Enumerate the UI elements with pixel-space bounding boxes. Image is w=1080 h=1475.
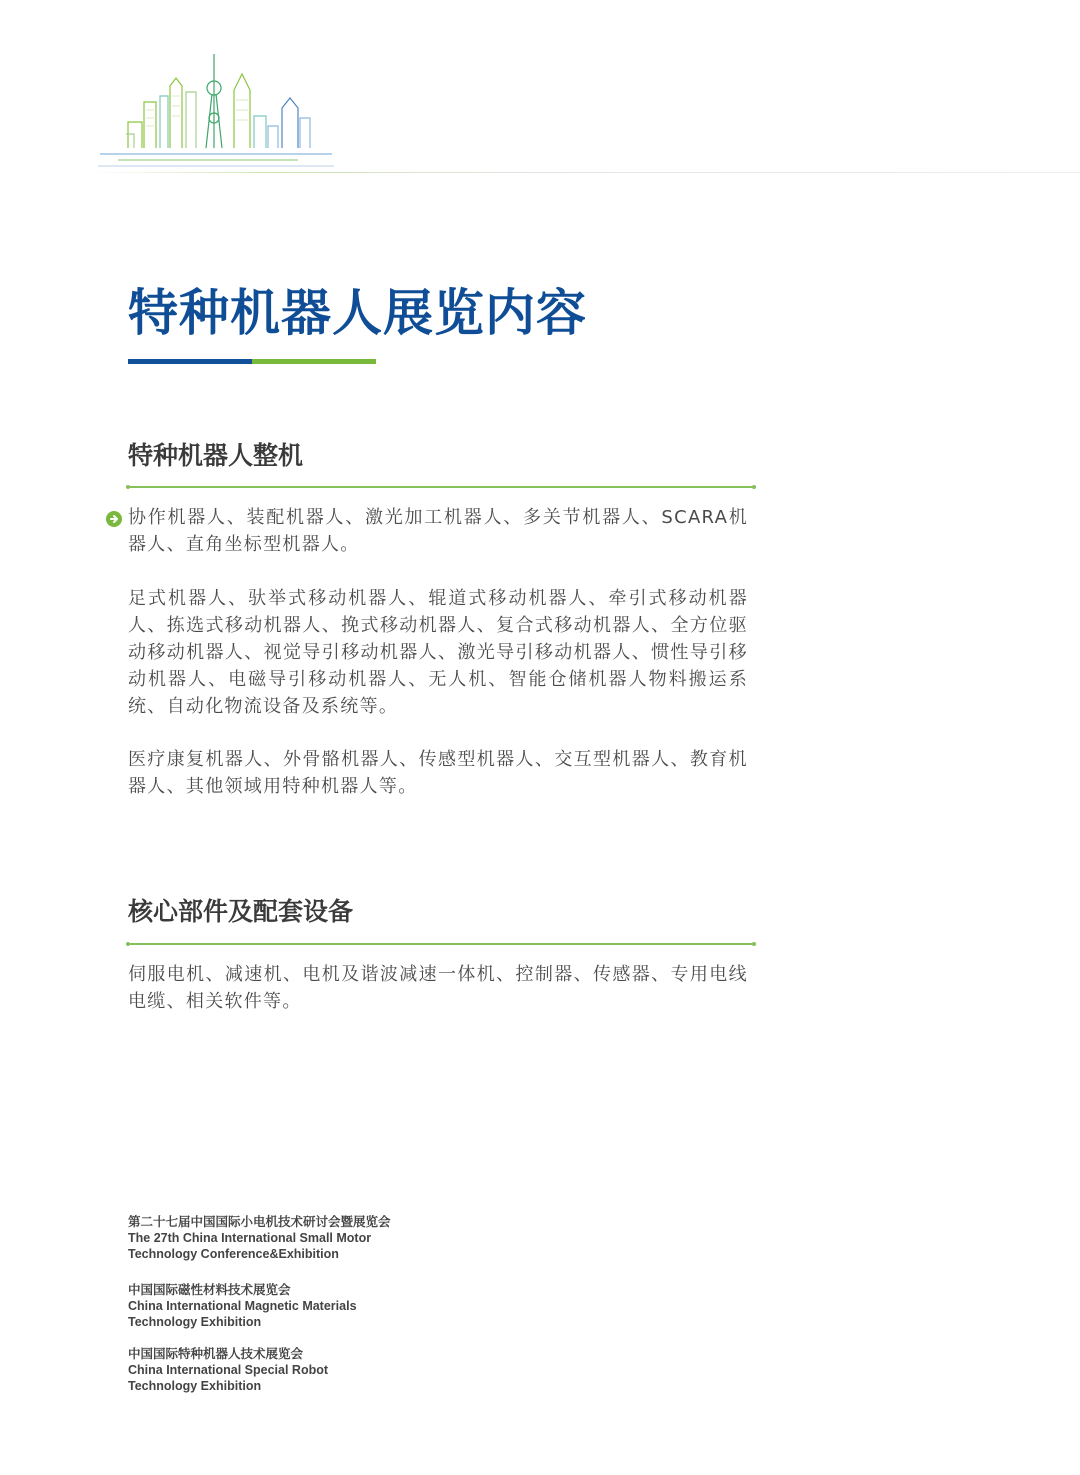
footer-exhibition-en-line2: Technology Conference&Exhibition	[128, 1247, 339, 1261]
footer-exhibition-cn: 中国国际磁性材料技术展览会	[128, 1282, 291, 1297]
footer-exhibition-en-line2: Technology Exhibition	[128, 1379, 262, 1393]
title-underline-blue	[128, 359, 252, 364]
title-underline	[128, 359, 376, 364]
footer-exhibition-en-line1: The 27th China International Small Motor	[128, 1231, 372, 1245]
footer-exhibition-en-line1: China International Magnetic Materials	[128, 1299, 357, 1313]
paragraph-mobile-robots: 足式机器人、驮举式移动机器人、辊道式移动机器人、牵引式移动机器人、拣选式移动机器人、挽式移动机器人、复合式移动机器人、全方位驱动移动机器人、视觉导引移动机器人、激光导引移动机器人、惯性导引移动机器人、电磁导引移动机器人、无人机、智能仓储机器人物料搬运系统、自动化物流设备及系统等。	[128, 588, 748, 717]
paragraph-core-components: 伺服电机、减速机、电机及谐波减速一体机、控制器、传感器、专用电线电缆、相关软件等。	[128, 964, 748, 1012]
paragraph-service-robots: 医疗康复机器人、外骨骼机器人、传感型机器人、交互型机器人、教育机器人、其他领域用特种机器人等。	[128, 749, 748, 797]
section-divider	[128, 486, 754, 488]
arrow-right-circle-icon	[106, 511, 122, 527]
footer-exhibition-en-line1: China International Special Robot	[128, 1363, 329, 1377]
footer-exhibition-special-robot	[128, 1345, 528, 1394]
section-heading-robot-systems: 特种机器人整机	[128, 441, 304, 470]
section-divider	[128, 943, 754, 945]
footer-exhibition-magnetic-materials	[128, 1281, 528, 1330]
footer-exhibition-en-line2: Technology Exhibition	[128, 1315, 262, 1329]
title-underline-green	[252, 359, 376, 364]
footer-exhibition-cn: 第二十七届中国国际小电机技术研讨会暨展览会	[128, 1214, 391, 1229]
section-heading-core-components: 核心部件及配套设备	[128, 897, 354, 926]
footer-exhibition-cn: 中国国际特种机器人技术展览会	[128, 1346, 304, 1361]
city-skyline-icon	[98, 52, 334, 168]
page-title: 特种机器人展览内容	[128, 284, 587, 342]
header-divider	[90, 172, 1080, 173]
paragraph-industrial-robots: 协作机器人、装配机器人、激光加工机器人、多关节机器人、SCARA机器人、直角坐标型机器人。	[128, 507, 748, 555]
footer-exhibition-small-motor	[128, 1213, 528, 1262]
